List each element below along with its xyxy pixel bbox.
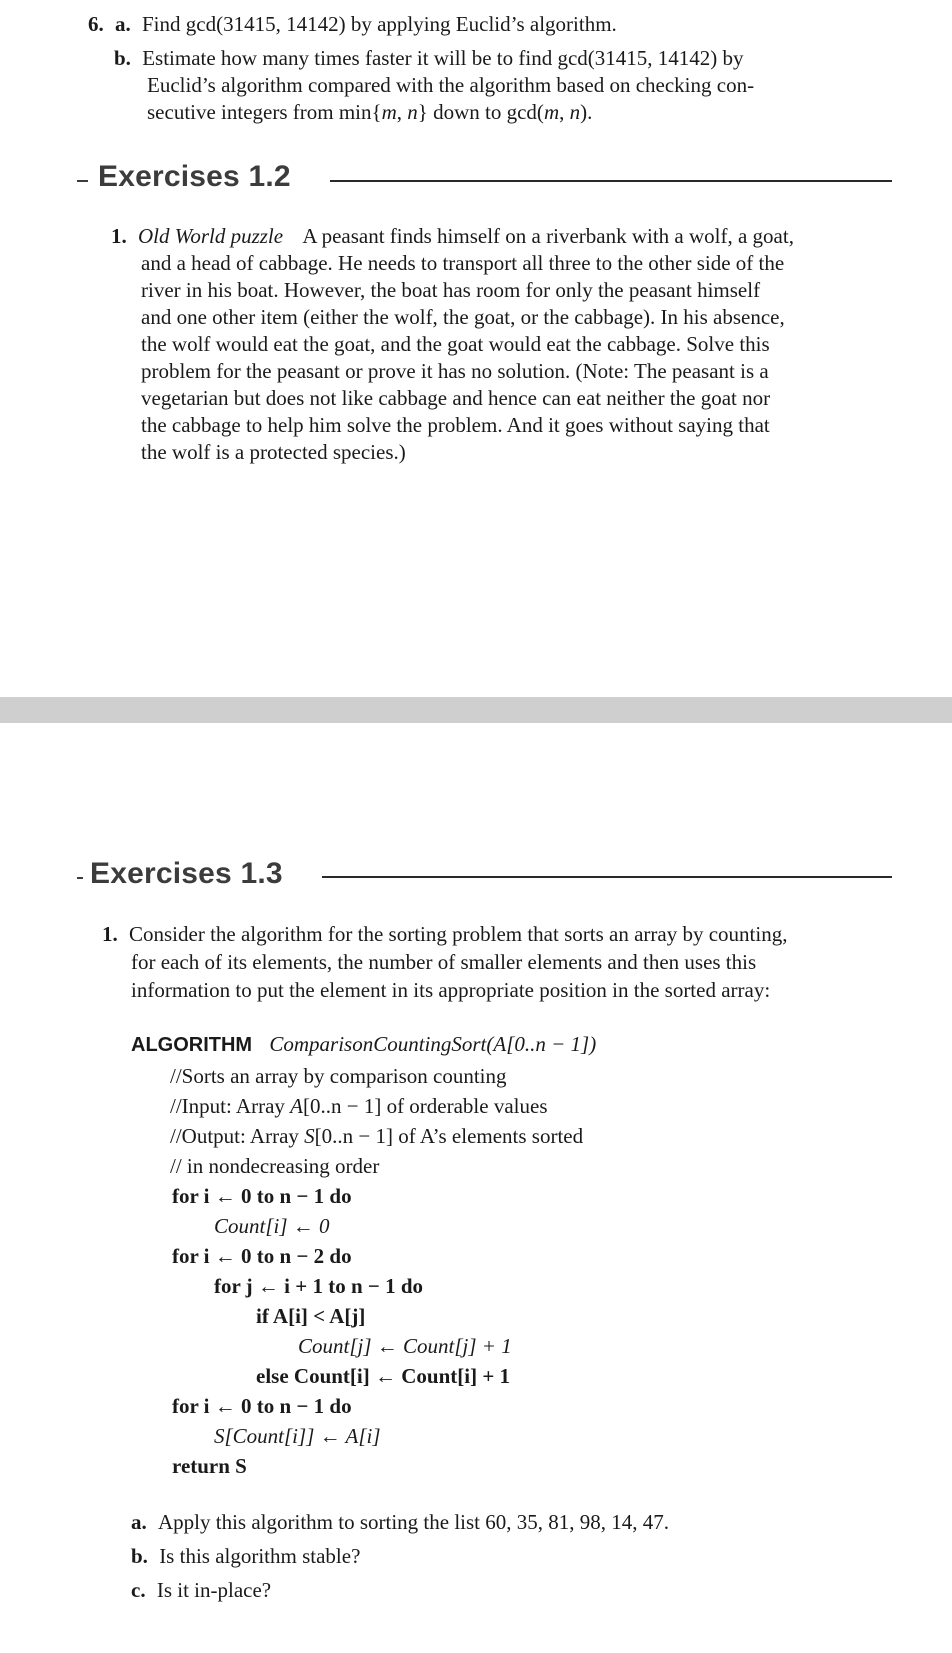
algorithm-name: ComparisonCountingSort(A[0..n − 1]) [269,1032,597,1056]
algorithm-line: Count[j] ← Count[j] + 1 [298,1334,512,1358]
algorithm-comment: //Output: Array S[0..n − 1] of A’s elements sorted [170,1124,584,1148]
sub-question: a. Apply this algorithm to sorting the list 60, 35, 81, 98, 14, 47. [131,1510,669,1534]
algorithm-comment: //Input: Array A[0..n − 1] of orderable values [170,1094,548,1118]
puzzle-line: problem for the peasant or prove it has no solution. (Note: The peasant is a [141,359,769,383]
algorithm-keyword: ALGORITHM [131,1034,253,1056]
puzzle-line: and a head of cabbage. He needs to transport all three to the other side of the [141,251,785,275]
exercise-6b-line: Estimate how many times faster it will be to find gcd(31415, 14142) by [142,46,744,70]
puzzle-line: and one other item (either the wolf, the goat, or the cabbage). In his absence, [141,305,785,329]
sub-question: b. Is this algorithm stable? [131,1544,361,1568]
problem-line: information to put the element in its appropriate position in the sorted array: [131,978,771,1002]
exercise-number: 6. [88,12,104,36]
puzzle-line: A peasant finds himself on a riverbank with a wolf, a goat, [302,224,794,248]
algorithm-line: for i ← 0 to n − 1 do [172,1184,352,1208]
exercise-6b-line: Euclid’s algorithm compared with the algorithm based on checking con- [147,73,755,97]
heading-rule [330,180,892,182]
algorithm-comment: // in nondecreasing order [170,1154,380,1178]
exercise-number: 1. [102,922,118,946]
puzzle-line: the wolf is a protected species.) [141,440,406,464]
algorithm-line: S[Count[i]] ← A[i] [214,1424,381,1448]
heading-rule [322,876,892,878]
part-label: b. [114,46,131,70]
algorithm-comment: //Sorts an array by comparison counting [170,1064,507,1088]
exercise-6a-text: Find gcd(31415, 14142) by applying Euclid’s algorithm. [142,12,617,36]
exercise-6b-line: secutive integers from min{m, n} down to gcd(m, n). [147,100,593,124]
algorithm-line: Count[i] ← 0 [214,1214,330,1238]
sub-question: c. Is it in-place? [131,1578,272,1602]
problem-line: Consider the algorithm for the sorting problem that sorts an array by counting, [129,922,788,946]
puzzle-line: the wolf would eat the goat, and the goat would eat the cabbage. Solve this [141,332,770,356]
section-heading: Exercises 1.3 [90,857,283,890]
part-label: a. [115,12,131,36]
puzzle-line: the cabbage to help him solve the problem. And it goes without saying that [141,413,770,437]
problem-line: for each of its elements, the number of smaller elements and then uses this [131,950,757,974]
algorithm-line: for i ← 0 to n − 1 do [172,1394,352,1418]
puzzle-line: vegetarian but does not like cabbage and hence can eat neither the goat nor [141,386,771,410]
section-heading: Exercises 1.2 [98,160,291,193]
page-divider [0,697,952,723]
heading-dash [77,180,88,182]
algorithm-line: return S [172,1454,247,1478]
heading-dash [77,877,83,879]
exercise-number: 1. [111,224,127,248]
algorithm-line: for j ← i + 1 to n − 1 do [214,1274,424,1298]
algorithm-line: else Count[i] ← Count[i] + 1 [256,1364,511,1388]
algorithm-line: if A[i] < A[j] [256,1304,366,1328]
algorithm-line: for i ← 0 to n − 2 do [172,1244,352,1268]
puzzle-title: Old World puzzle [138,224,284,248]
puzzle-line: river in his boat. However, the boat has room for only the peasant himself [141,278,761,302]
